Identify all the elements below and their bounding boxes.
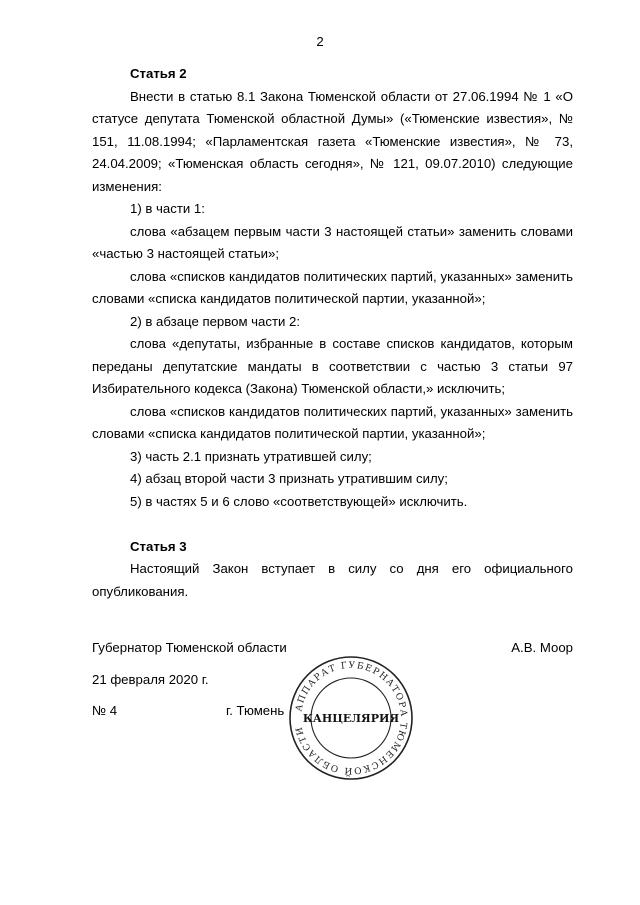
signatory-position: Губернатор Тюменской области [92, 640, 287, 655]
article-2-paragraph: слова «абзацем первым части 3 настоящей статьи» заменить словами «частью 3 настоящей статьи»; [92, 223, 573, 261]
article-2-paragraph: 1) в части 1: [130, 201, 205, 216]
article-2-heading: Статья 2 [130, 66, 187, 81]
article-2-paragraph: слова «списков кандидатов политических партий, указанных» заменить словами «списка кандидатов политической партии, указанной»; [92, 268, 573, 306]
article-2-paragraph: 5) в частях 5 и 6 слово «соответствующей» исключить. [130, 493, 468, 509]
law-date: 21 февраля 2020 г. [92, 672, 209, 687]
article-2-paragraph: 3) часть 2.1 признать утратившей силу; [130, 448, 372, 464]
signing-city: г. Тюмень [226, 703, 285, 718]
office-seal-stamp [287, 654, 415, 782]
law-number: № 4 [92, 703, 118, 718]
article-2-paragraph: Внести в статью 8.1 Закона Тюменской области от 27.06.1994 № 1 «О статусе депутата Тюменской областной Думы» («Тюменские известия», № 151, 11.08.1994; «Парламентская газета «Тюменские известия», № 73, 24.04.2009; «Тюменская область сегодня», № 121, 09.07.2010) следующие изменения: [92, 88, 573, 194]
svg-text:КАНЦЕЛЯРИЯ: КАНЦЕЛЯРИЯ [302, 712, 400, 725]
signatory-name: А.В. Моор [511, 640, 573, 655]
article-3-paragraph: Настоящий Закон вступает в силу со дня его официального опубликования. [92, 561, 573, 599]
article-3-heading: Статья 3 [130, 538, 187, 554]
svg-text:АППАРАТ ГУБЕРНАТОРА ТЮМЕНСКОЙ: АППАРАТ ГУБЕРНАТОРА ТЮМЕНСКОЙ ОБЛАСТИ [294, 660, 409, 776]
document-body [92, 63, 573, 603]
article-2-paragraph: 2) в абзаце первом части 2: [130, 313, 301, 329]
article-2-paragraph: слова «депутаты, избранные в составе списков кандидатов, которым переданы депутатские мандаты в соответствии с частью 3 статьи 97 Избирательного кодекса (Закона) Тюменской области,» исключить; [92, 336, 573, 396]
page-number: 2 [316, 34, 324, 49]
article-2-paragraph: слова «списков кандидатов политических партий, указанных» заменить словами «списка кандидатов политической партии, указанной»; [92, 403, 573, 441]
article-2-paragraph: 4) абзац второй части 3 признать утратившим силу; [130, 471, 448, 486]
